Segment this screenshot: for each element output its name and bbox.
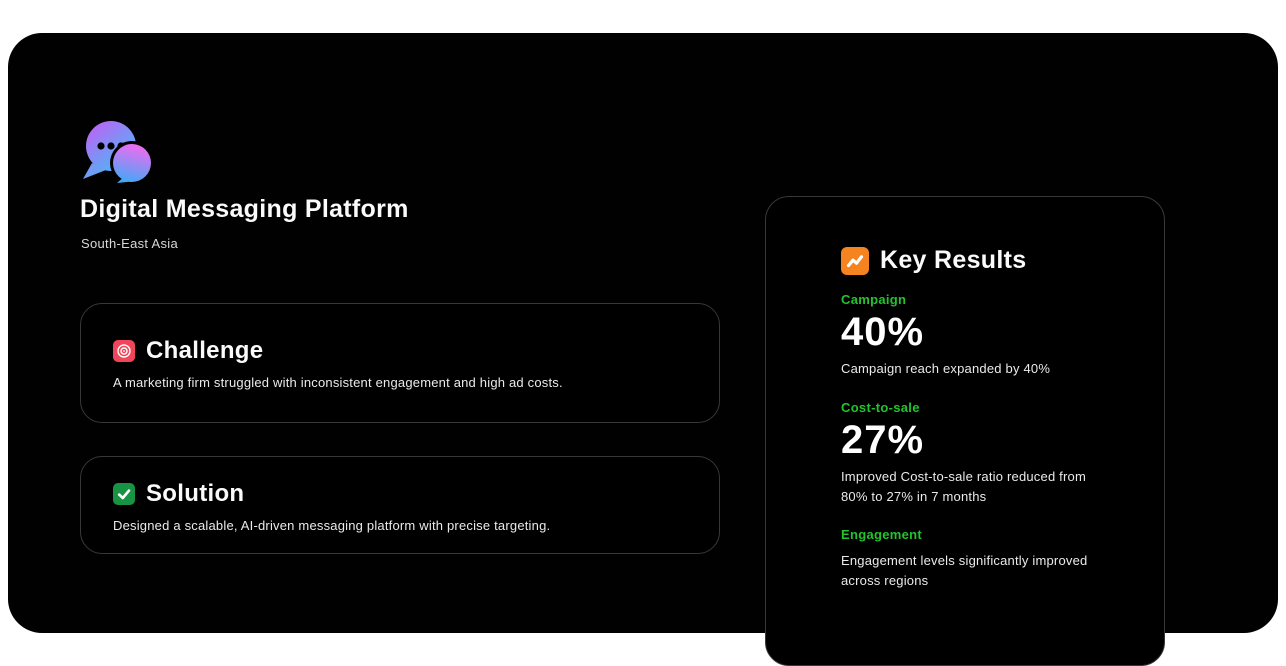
solution-card [80,456,720,554]
stat-description: Improved Cost-to-sale ratio reduced from 80% to 27% in 7 months [841,469,1086,504]
case-study-slide [8,33,1278,633]
stat-label: Engagement [841,527,923,542]
solution-description: Designed a scalable, AI-driven messaging platform with precise targeting. [113,518,551,533]
challenge-description: A marketing firm struggled with inconsistent engagement and high ad costs. [113,375,563,390]
solution-title: Solution [146,480,245,507]
stat-engagement [841,527,1103,590]
check-icon [113,483,135,505]
challenge-card-header [113,304,719,365]
key-results-header [841,246,1026,275]
page-title: Digital Messaging Platform [80,195,409,223]
trend-up-icon [841,247,869,275]
stat-value: 27% [841,418,925,462]
stat-value: 40% [841,310,925,354]
stat-label: Campaign [841,292,907,307]
target-icon [113,340,135,362]
stat-description: Campaign reach expanded by 40% [841,361,1051,376]
solution-card-header [113,457,719,508]
key-results-title: Key Results [880,246,1027,274]
stat-label: Cost-to-sale [841,400,920,415]
challenge-title: Challenge [146,337,264,364]
stat-cost-to-sale [841,400,1103,506]
stat-campaign [841,292,1103,379]
challenge-card [80,303,720,423]
key-results-panel [765,196,1165,666]
stat-description: Engagement levels significantly improved across regions [841,553,1088,588]
chat-bubbles-icon [78,119,154,183]
page-subtitle: South-East Asia [81,236,178,251]
